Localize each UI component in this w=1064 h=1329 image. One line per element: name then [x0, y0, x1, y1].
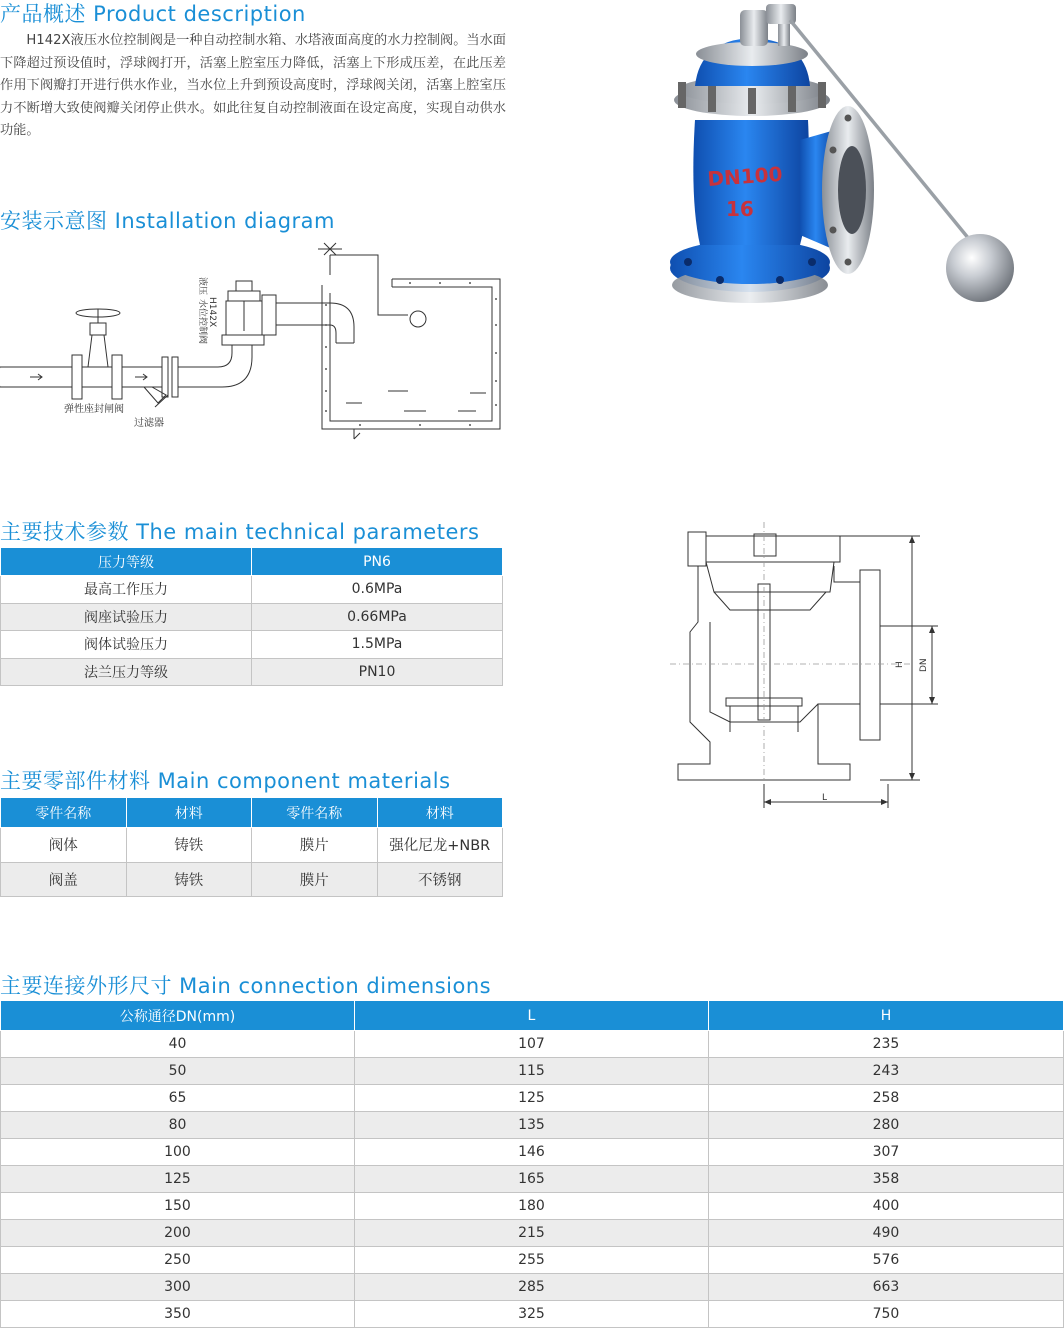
- table-cell: 180: [354, 1193, 708, 1220]
- table-cell: 107: [354, 1031, 708, 1058]
- table-cell: 663: [708, 1274, 1063, 1301]
- table-cell: 40: [1, 1031, 355, 1058]
- drawing-side-flange: [860, 570, 880, 740]
- table-cell: 350: [1, 1301, 355, 1328]
- table-cell: 150: [1, 1193, 355, 1220]
- table-cell: 0.6MPa: [252, 576, 503, 604]
- table-row: [1, 1031, 1064, 1058]
- gate-valve: [72, 355, 82, 399]
- table-cell: 258: [708, 1085, 1063, 1112]
- table-row: [1, 1085, 1064, 1112]
- description-title: 产品概述 Product description: [0, 2, 306, 26]
- table-cell: 0.66MPa: [252, 603, 503, 631]
- table-cell: 65: [1, 1085, 355, 1112]
- drawing-label-h: H: [895, 661, 905, 668]
- table-cell: 最高工作压力: [1, 576, 252, 604]
- table-cell: 307: [708, 1139, 1063, 1166]
- table-cell: 125: [354, 1085, 708, 1112]
- table-cell: 阀体: [1, 828, 127, 863]
- control-valve-label-1: 液压: [197, 277, 207, 296]
- section-drawing: [670, 522, 950, 812]
- table-row: [1, 658, 503, 686]
- table-row: [1, 862, 503, 897]
- materials-title: 主要零部件材料 Main component materials: [0, 769, 451, 793]
- table-row: [1, 1058, 1064, 1085]
- table-cell: 200: [1, 1220, 355, 1247]
- table-row: [1, 1112, 1064, 1139]
- marking-pn: 16: [726, 197, 754, 221]
- table-cell: 243: [708, 1058, 1063, 1085]
- materials-header-cell: 材料: [377, 798, 503, 828]
- params-header-cell: PN6: [252, 548, 503, 576]
- install-title: 安装示意图 Installation diagram: [0, 209, 335, 233]
- table-cell: 280: [708, 1112, 1063, 1139]
- filter: [144, 387, 166, 403]
- dims-header-cell: 公称通径DN(mm): [1, 1001, 355, 1031]
- table-cell: 250: [1, 1247, 355, 1274]
- filter-label: 过滤器: [134, 418, 164, 429]
- table-cell: 325: [354, 1301, 708, 1328]
- table-cell: 法兰压力等级: [1, 658, 252, 686]
- table-cell: 255: [354, 1247, 708, 1274]
- table-cell: 125: [1, 1166, 355, 1193]
- table-row: [1, 1220, 1064, 1247]
- table-cell: 146: [354, 1139, 708, 1166]
- params-title: 主要技术参数 The main technical parameters: [0, 520, 480, 544]
- table-cell: 300: [1, 1274, 355, 1301]
- installation-diagram: [0, 235, 510, 445]
- control-valve-label-2: H142X: [207, 297, 217, 328]
- table-cell: 285: [354, 1274, 708, 1301]
- table-cell: 铸铁: [126, 828, 252, 863]
- table-row: [1, 631, 503, 659]
- materials-header-cell: 材料: [126, 798, 252, 828]
- float-ball: [946, 234, 1014, 302]
- tank-float: [410, 311, 426, 327]
- control-valve: [222, 335, 264, 345]
- table-cell: 阀座试验压力: [1, 603, 252, 631]
- dims-table: [0, 1000, 1064, 1328]
- drawing-label-dn: DN: [919, 658, 929, 672]
- table-cell: PN10: [252, 658, 503, 686]
- marking-dn: DN100: [706, 161, 784, 191]
- table-cell: 115: [354, 1058, 708, 1085]
- materials-header-cell: 零件名称: [252, 798, 378, 828]
- table-cell: 1.5MPa: [252, 631, 503, 659]
- table-row: [1, 828, 503, 863]
- materials-table: [0, 797, 503, 897]
- table-cell: 100: [1, 1139, 355, 1166]
- product-photo: [660, 0, 1060, 310]
- table-cell: 阀体试验压力: [1, 631, 252, 659]
- table-cell: 358: [708, 1166, 1063, 1193]
- dims-header-row: [1, 1001, 1064, 1031]
- table-row: [1, 1139, 1064, 1166]
- table-row: [1, 1301, 1064, 1328]
- pilot-valve: [740, 10, 768, 46]
- table-cell: 165: [354, 1166, 708, 1193]
- table-cell: 235: [708, 1031, 1063, 1058]
- table-row: [1, 1274, 1064, 1301]
- table-row: [1, 1166, 1064, 1193]
- table-cell: 不锈钢: [377, 862, 503, 897]
- materials-header-row: [1, 798, 503, 828]
- drawing-bonnet: [706, 536, 840, 562]
- table-cell: 80: [1, 1112, 355, 1139]
- table-row: [1, 1247, 1064, 1274]
- water-tank: [322, 279, 500, 429]
- table-row: [1, 576, 503, 604]
- dims-header-cell: L: [354, 1001, 708, 1031]
- gate-valve-label: 弹性座封闸阀: [64, 404, 124, 415]
- table-row: [1, 603, 503, 631]
- table-cell: 576: [708, 1247, 1063, 1274]
- table-cell: 400: [708, 1193, 1063, 1220]
- params-table: [0, 547, 503, 686]
- table-cell: 膜片: [252, 828, 378, 863]
- table-cell: 铸铁: [126, 862, 252, 897]
- materials-header-cell: 零件名称: [1, 798, 127, 828]
- table-cell: 215: [354, 1220, 708, 1247]
- dims-title: 主要连接外形尺寸 Main connection dimensions: [0, 974, 492, 998]
- table-row: [1, 1193, 1064, 1220]
- table-cell: 强化尼龙+NBR: [377, 828, 503, 863]
- table-cell: 750: [708, 1301, 1063, 1328]
- dims-header-cell: H: [708, 1001, 1063, 1031]
- control-valve-label-3: 水位控制阀: [197, 299, 207, 345]
- params-header-row: [1, 548, 503, 576]
- table-cell: 50: [1, 1058, 355, 1085]
- table-cell: 膜片: [252, 862, 378, 897]
- table-cell: 135: [354, 1112, 708, 1139]
- table-cell: 阀盖: [1, 862, 127, 897]
- description-text: H142X液压水位控制阀是一种自动控制水箱、水塔液面高度的水力控制阀。当水面下降超过预设值时，浮球阀打开，活塞上腔室压力降低，活塞上下形成压差，在此压差作用下阀瓣打开进行供水作业，当水位上升到预设高度时，浮球阀关闭，活塞上腔室压力不断增大致使阀瓣关闭停止供水。如此往复自动控制液面在设定高度，实现自动供水功能。: [0, 33, 506, 138]
- params-header-cell: 压力等级: [1, 548, 252, 576]
- table-cell: 490: [708, 1220, 1063, 1247]
- drawing-label-l: L: [822, 793, 828, 803]
